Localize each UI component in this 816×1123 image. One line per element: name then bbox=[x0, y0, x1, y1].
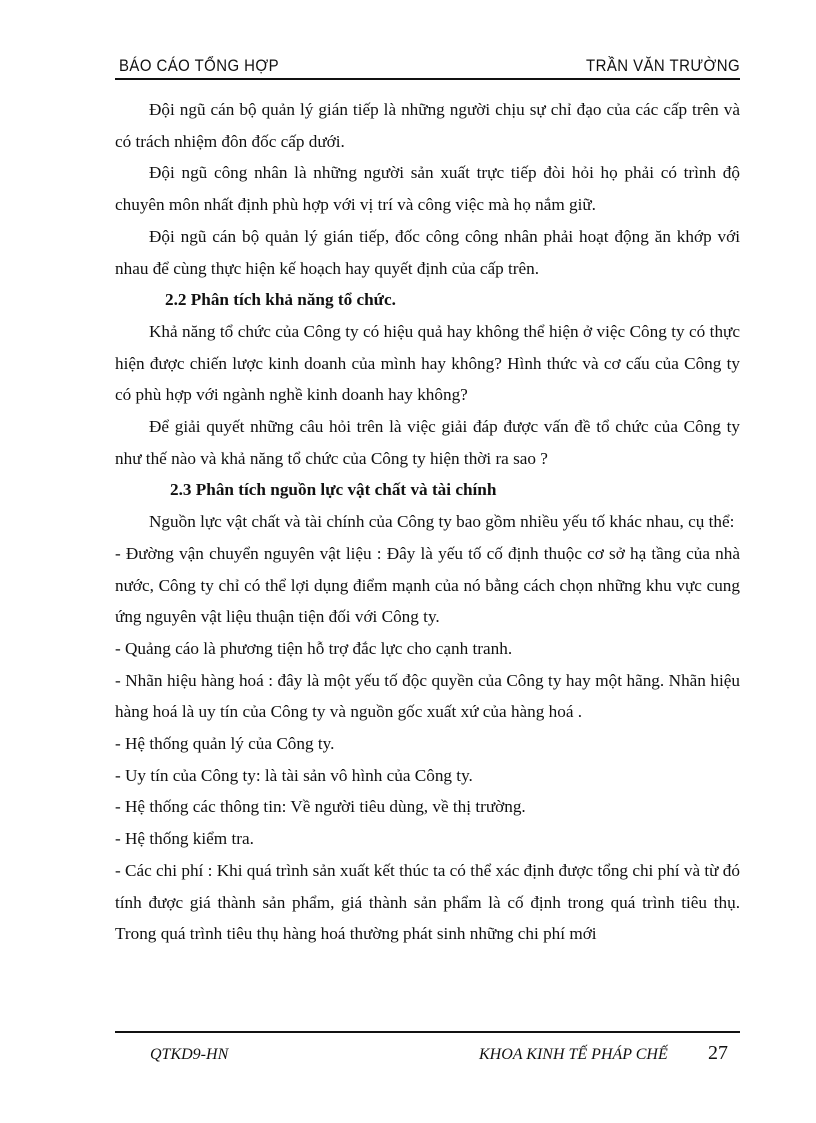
body-text bbox=[115, 94, 740, 950]
list-item: - Đường vận chuyển nguyên vật liệu : Đây là yếu tố cố định thuộc cơ sở hạ tầng của nhà nước, Công ty chỉ có thể lợi dụng điểm mạnh của nó bằng cách chọn những khu vực cung ứng nguyên vật liệu thuận tiện đối với Công ty. bbox=[115, 543, 740, 627]
footer-class-code: QTKD9-HN bbox=[150, 1046, 229, 1063]
page-header bbox=[115, 54, 740, 80]
section-heading: 2.2 Phân tích khả năng tổ chức. bbox=[165, 290, 396, 310]
paragraph: Khả năng tổ chức của Công ty có hiệu quả hay không thể hiện ở việc Công ty có thực hiện được chiến lược kinh doanh của mình hay không? Hình thức và cơ cấu của Công ty có phù hợp với ngành nghề kinh doanh hay không? bbox=[115, 321, 740, 405]
section-heading: 2.3 Phân tích nguồn lực vật chất và tài chính bbox=[170, 480, 497, 500]
paragraph: Nguồn lực vật chất và tài chính của Công ty bao gồm nhiều yếu tố khác nhau, cụ thể: bbox=[149, 512, 735, 532]
header-author-name: TRẦN VĂN TRƯỜNG bbox=[585, 56, 740, 75]
list-item: - Uy tín của Công ty: là tài sản vô hình của Công ty. bbox=[115, 765, 473, 785]
paragraph: Đội ngũ cán bộ quản lý gián tiếp là những người chịu sự chỉ đạo của các cấp trên và có trách nhiệm đôn đốc cấp dưới. bbox=[115, 100, 740, 151]
header-rule bbox=[115, 78, 740, 80]
list-item: - Hệ thống kiểm tra. bbox=[115, 829, 254, 849]
list-item: - Các chi phí : Khi quá trình sản xuất kết thúc ta có thể xác định được tổng chi phí và từ đó tính được giá thành sản phẩm, giá thành sản phẩm là cố định trong quá trình tiêu thụ. Trong quá trình tiêu thụ hàng hoá thường phát sinh những chi phí mới bbox=[115, 860, 740, 944]
list-item: - Nhãn hiệu hàng hoá : đây là một yếu tố độc quyền của Công ty hay một hãng. Nhãn hiệu hàng hoá là uy tín của Công ty và nguồn gốc xuất xứ của hàng hoá . bbox=[115, 670, 740, 722]
paragraph: Để giải quyết những câu hỏi trên là việc giải đáp được vấn đề tổ chức của Công ty như thế nào và khả năng tổ chức của Công ty hiện thời ra sao ? bbox=[115, 417, 740, 468]
list-item: - Hệ thống quản lý của Công ty. bbox=[115, 734, 335, 754]
header-report-title: BÁO CÁO TỔNG HỢP bbox=[119, 56, 280, 75]
page-number: 27 bbox=[708, 1042, 728, 1064]
paragraph: Đội ngũ cán bộ quản lý gián tiếp, đốc công công nhân phải hoạt động ăn khớp với nhau để cùng thực hiện kế hoạch hay quyết định của cấp trên. bbox=[115, 226, 740, 278]
footer-faculty: KHOA KINH TẾ PHÁP CHẾ bbox=[479, 1046, 668, 1063]
page-footer bbox=[115, 1040, 740, 1070]
list-item: - Hệ thống các thông tin: Về người tiêu dùng, về thị trường. bbox=[115, 797, 526, 817]
list-item: - Quảng cáo là phương tiện hỗ trợ đắc lực cho cạnh tranh. bbox=[115, 638, 513, 658]
footer-rule bbox=[115, 1031, 740, 1033]
paragraph: Đội ngũ công nhân là những người sản xuất trực tiếp đòi hỏi họ phải có trình độ chuyên môn nhất định phù hợp với vị trí và công việc mà họ nắm giữ. bbox=[115, 163, 740, 215]
